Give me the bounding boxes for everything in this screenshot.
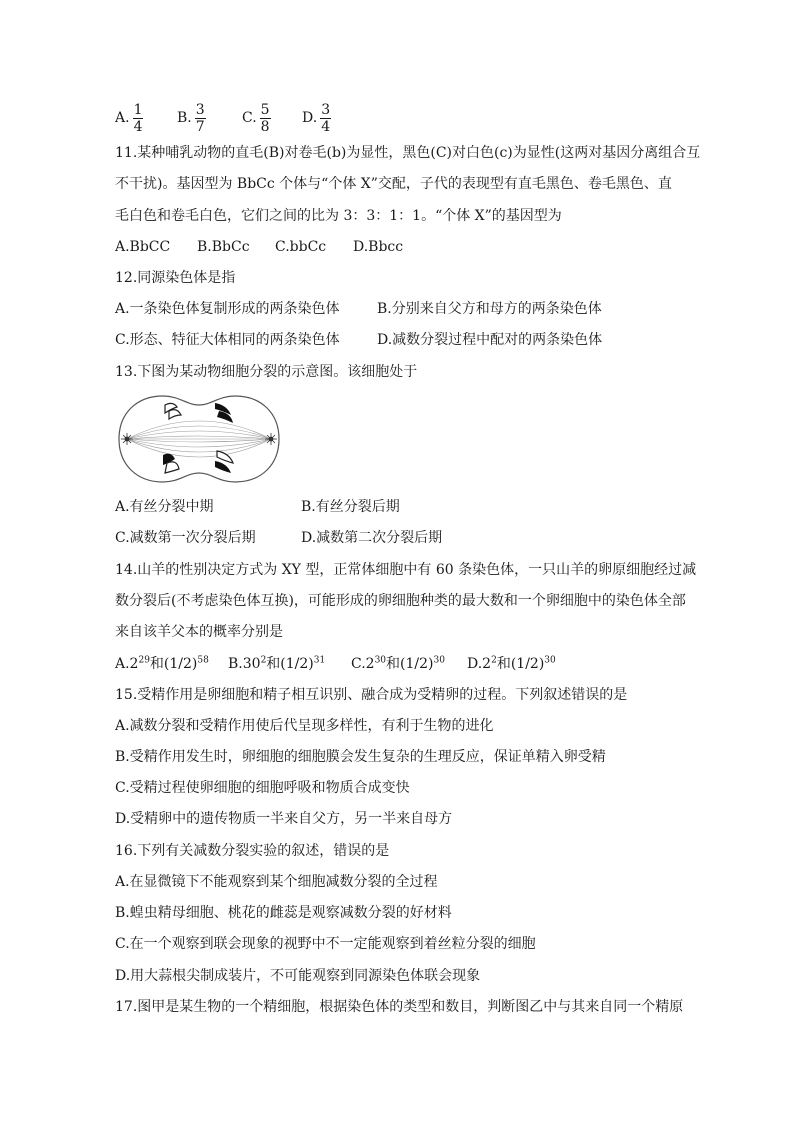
q10-option-b[interactable] [177, 98, 206, 138]
option-base: A.2 [115, 656, 139, 672]
q14-option-d[interactable] [467, 654, 556, 674]
q17-stem: 17.图甲是某生物的一个精细胞，根据染色体的类型和数目，判断图乙中与其来自同一个精原 [115, 999, 684, 1015]
denominator: 7 [195, 118, 205, 135]
option-mid: 和(1/2) [496, 656, 545, 672]
fraction [320, 102, 331, 135]
q15-option-c[interactable]: C.受精过程使卵细胞的细胞呼吸和物质合成变快 [115, 780, 410, 796]
fraction [195, 102, 206, 135]
numerator: 3 [195, 101, 205, 118]
q11-stem-line-3: 毛白色和卷毛白色，它们之间的比为 3：3：1：1。“个体 X”的基因型为 [115, 208, 562, 224]
q14-option-c[interactable] [351, 654, 445, 674]
q11-option-b[interactable]: B.BbCc [197, 239, 250, 255]
chromosome-pair-lower-left [163, 454, 179, 473]
q14-stem-line-2: 数分裂后(不考虑染色体互换)，可能形成的卵细胞种类的最大数和一个卵细胞中的染色体全部 [115, 593, 686, 609]
q12-stem: 12.同源染色体是指 [115, 270, 236, 286]
q11-stem-line-2: 不干扰)。基因型为 BbCc 个体与“个体 X”交配，子代的表现型有直毛黑色、卷毛黑色、直 [115, 176, 672, 192]
option-base: D.2 [467, 656, 492, 672]
q16-stem: 16.下列有关减数分裂实验的叙述，错误的是 [115, 843, 390, 859]
q16-option-a[interactable]: A.在显微镜下不能观察到某个细胞减数分裂的全过程 [115, 874, 438, 890]
q14-option-a[interactable] [115, 654, 209, 674]
fraction [260, 102, 271, 135]
q13-option-b[interactable]: B.有丝分裂后期 [301, 499, 400, 515]
q12-option-c[interactable]: C.形态、特征大体相同的两条染色体 [115, 332, 340, 348]
spindle-fibers [127, 421, 271, 457]
q11-option-d[interactable]: D.Bbcc [353, 239, 404, 255]
q16-option-c[interactable]: C.在一个观察到联会现象的视野中不一定能观察到着丝粒分裂的细胞 [115, 936, 536, 952]
denominator: 4 [321, 118, 331, 135]
q15-option-a[interactable]: A.减数分裂和受精作用使后代呈现多样性，有利于生物的进化 [115, 718, 494, 734]
q13-stem: 13.下图为某动物细胞分裂的示意图。该细胞处于 [115, 364, 418, 380]
q11-option-c[interactable]: C.bbCc [275, 239, 327, 255]
option-mid: 和(1/2) [386, 656, 434, 672]
q13-option-c[interactable]: C.减数第一次分裂后期 [115, 530, 256, 546]
centrosome-right [265, 433, 277, 445]
chromosome-pair-upper-left [165, 403, 181, 419]
q14-stem-line-1: 14.山羊的性别决定方式为 XY 型，正常体细胞中有 60 条染色体，一只山羊的卵原细胞经过减 [115, 562, 697, 578]
q16-option-d[interactable]: D.用大蒜根尖制成装片，不可能观察到同源染色体联会现象 [115, 968, 481, 984]
option-mid: 和(1/2) [149, 656, 198, 672]
exponent: 2 [491, 655, 497, 666]
exponent: 2 [260, 655, 267, 666]
cell-division-diagram [115, 393, 283, 485]
q12-option-d[interactable]: D.减数分裂过程中配对的两条染色体 [377, 332, 603, 348]
q14-option-b[interactable] [228, 654, 325, 674]
chromosome-pair-upper-right [215, 403, 233, 423]
numerator: 5 [260, 101, 270, 118]
exponent: 31 [313, 655, 326, 666]
q13-option-d[interactable]: D.减数第二次分裂后期 [301, 530, 443, 546]
q14-stem-line-3: 来自该羊父本的概率分别是 [115, 624, 283, 640]
option-label: D. [302, 110, 318, 126]
exponent: 58 [197, 655, 209, 666]
q16-option-b[interactable]: B.蝗虫精母细胞、桃花的雌蕊是观察减数分裂的好材料 [115, 905, 452, 921]
q12-option-a[interactable]: A.一条染色体复制形成的两条染色体 [115, 301, 340, 317]
q12-option-b[interactable]: B.分别来自父方和母方的两条染色体 [377, 301, 602, 317]
fraction [133, 102, 144, 135]
q11-option-a[interactable]: A.BbCC [115, 239, 171, 255]
option-label: C. [242, 110, 257, 126]
numerator: 1 [133, 101, 143, 118]
q11-stem-line-1: 11.某种哺乳动物的直毛(B)对卷毛(b)为显性，黑色(C)对白色(c)为显性(这两对基因分离组合互 [115, 145, 701, 161]
q10-option-d[interactable] [302, 98, 331, 138]
exponent: 30 [433, 655, 445, 666]
q15-option-b[interactable]: B.受精作用发生时，卵细胞的细胞膜会发生复杂的生理反应，保证单精入卵受精 [115, 749, 606, 765]
option-base: B.30 [228, 656, 261, 672]
option-label: A. [115, 110, 130, 126]
option-mid: 和(1/2) [266, 656, 314, 672]
q15-option-d[interactable]: D.受精卵中的遗传物质一半来自父方，另一半来自母方 [115, 811, 453, 827]
chromosome-pair-lower-right [215, 451, 233, 473]
q15-stem: 15.受精作用是卵细胞和精子相互识别、融合成为受精卵的过程。下列叙述错误的是 [115, 687, 628, 703]
q10-option-c[interactable] [242, 98, 271, 138]
denominator: 8 [260, 118, 270, 135]
q10-option-a[interactable] [115, 98, 143, 138]
centrosome-left [121, 433, 133, 445]
option-base: C.2 [351, 656, 375, 672]
exponent: 29 [138, 655, 150, 666]
exponent: 30 [544, 655, 556, 666]
option-label: B. [177, 110, 192, 126]
exponent: 30 [374, 655, 387, 666]
numerator: 3 [321, 101, 331, 118]
denominator: 4 [133, 118, 143, 135]
q13-option-a[interactable]: A.有丝分裂中期 [115, 499, 214, 515]
